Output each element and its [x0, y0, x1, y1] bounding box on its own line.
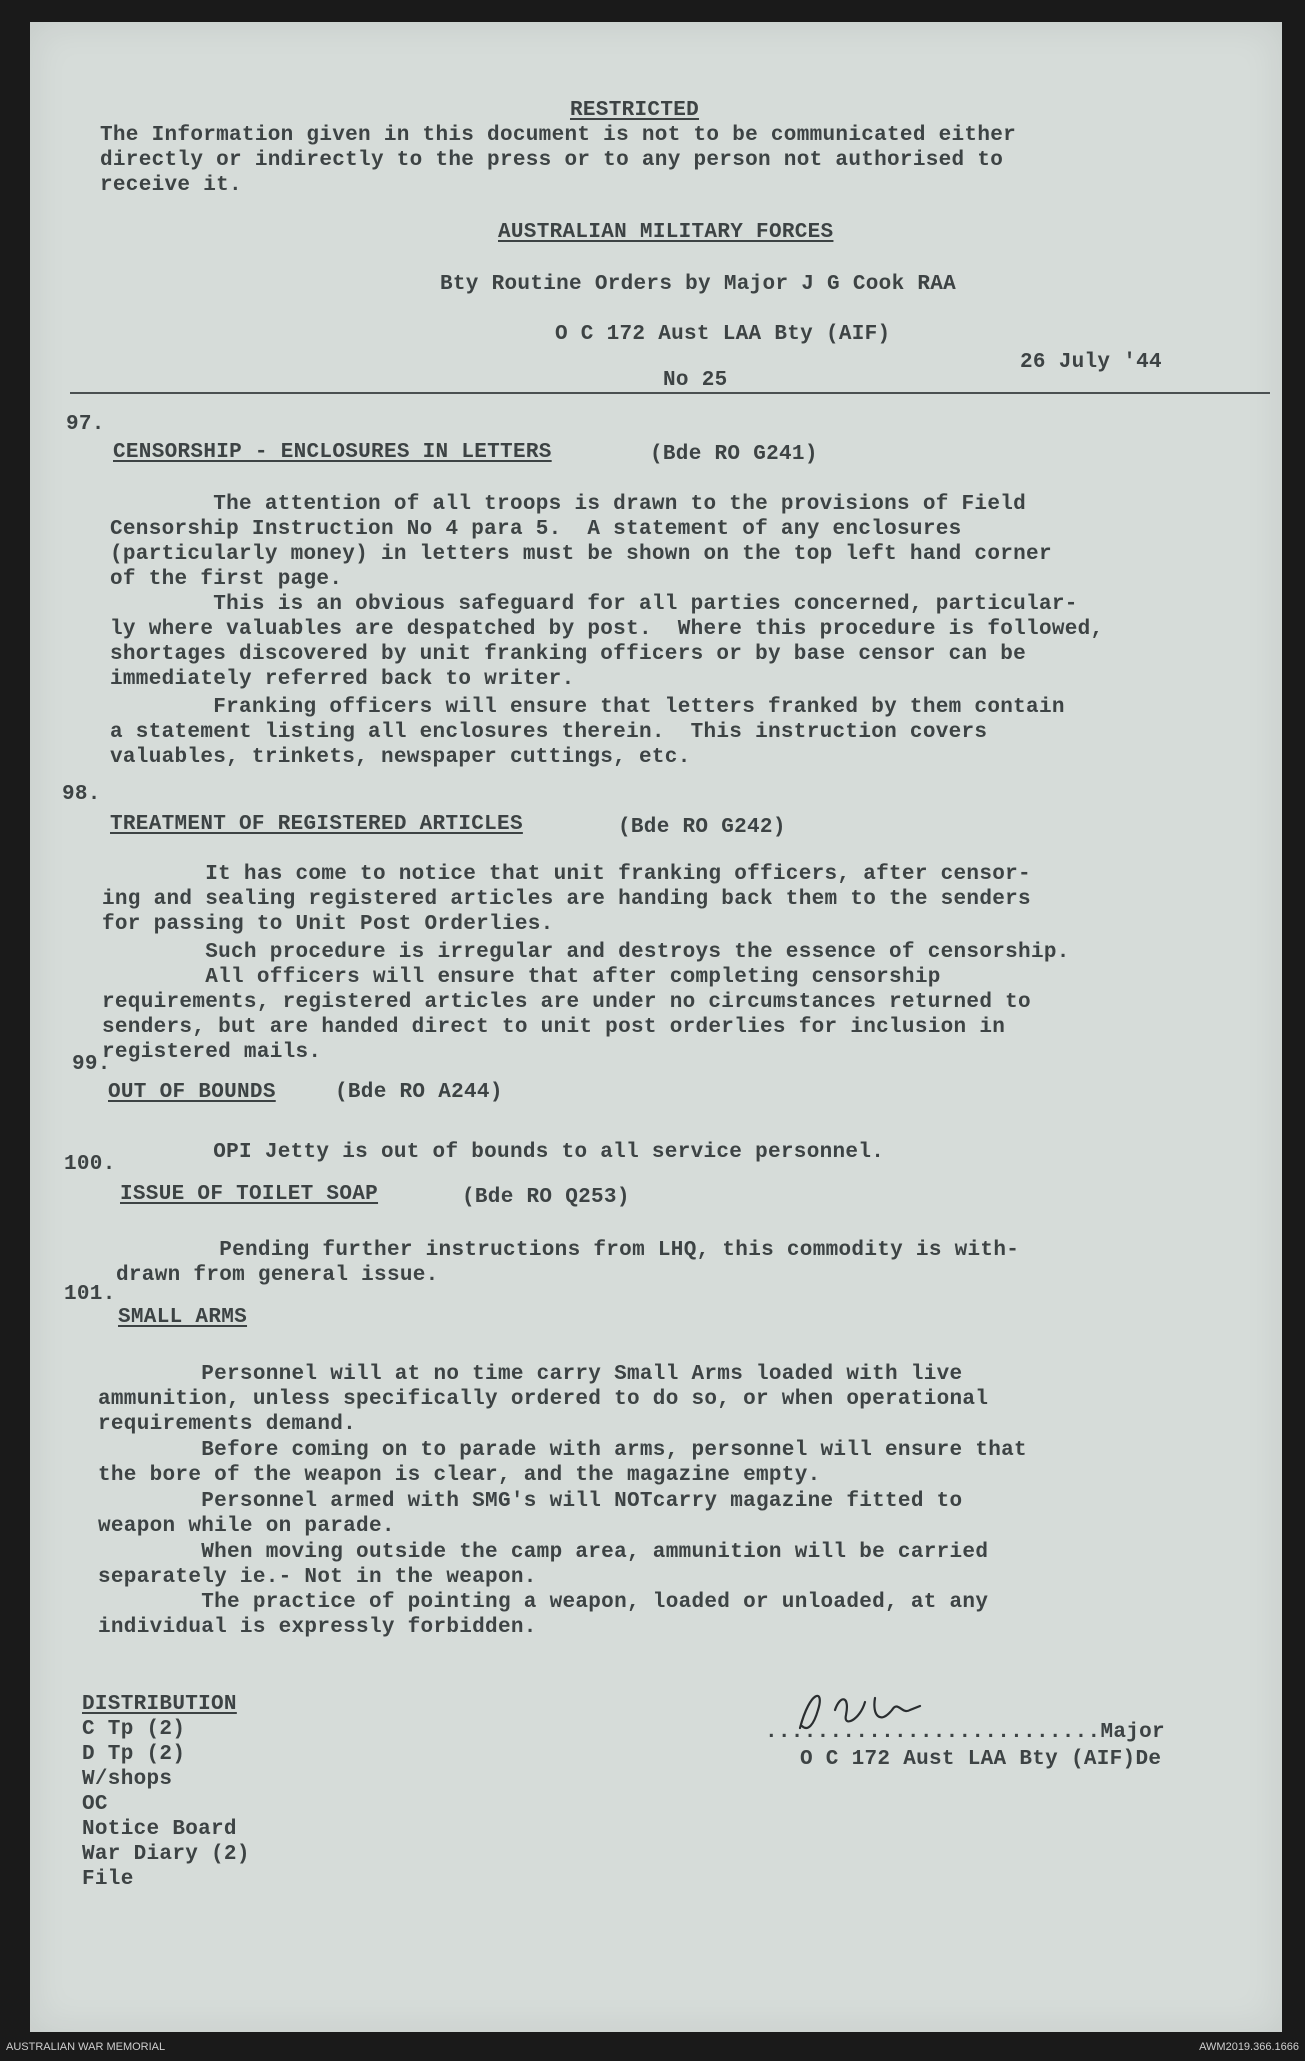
distribution-item: D Tp (2)	[82, 1743, 186, 1766]
section-98-line: senders, but are handed direct to unit post orderlies for inclusion in	[102, 1016, 1006, 1039]
distribution-item: Notice Board	[82, 1818, 237, 1841]
distribution-item: W/shops	[82, 1768, 173, 1791]
section-98-line: requirements, registered articles are under no circumstances returned to	[102, 991, 1031, 1014]
section-98-line: Such procedure is irregular and destroys the essence of censorship.	[102, 941, 1070, 964]
section-100-line: drawn from general issue.	[116, 1264, 439, 1287]
section-97-line: Franking officers will ensure that letters franked by them contain	[110, 696, 1065, 719]
distribution-item: War Diary (2)	[82, 1843, 250, 1866]
order-number: No 25	[663, 369, 728, 392]
section-97-title: CENSORSHIP - ENCLOSURES IN LETTERS	[113, 441, 552, 464]
section-101-line: separately ie.- Not in the weapon.	[98, 1566, 537, 1589]
section-97-line: The attention of all troops is drawn to the provisions of Field	[110, 493, 1027, 516]
distribution-item: OC	[82, 1793, 108, 1816]
section-98-number: 98.	[62, 783, 101, 806]
notice-line-3: receive it.	[100, 174, 242, 197]
section-98-ref: (Bde RO G242)	[618, 816, 786, 839]
section-101-title: SMALL ARMS	[118, 1306, 248, 1329]
notice-line-2: directly or indirectly to the press or to any person not authorised to	[100, 149, 1004, 172]
section-101-line: Personnel armed with SMG's will NOTcarry magazine fitted to	[98, 1490, 963, 1513]
section-97-ref: (Bde RO G241)	[650, 443, 818, 466]
section-101-line: ammunition, unless specifically ordered to do so, or when operational	[98, 1388, 989, 1411]
section-99-ref: (Bde RO A244)	[335, 1081, 503, 1104]
footer-accession-number: AWM2019.366.1666	[1199, 2041, 1299, 2053]
notice-line-1: The Information given in this document is not to be communicated either	[100, 124, 1017, 147]
distribution-item: File	[82, 1868, 134, 1891]
section-100-ref: (Bde RO Q253)	[462, 1186, 630, 1209]
footer-source: AUSTRALIAN WAR MEMORIAL	[6, 2041, 166, 2053]
section-98-title: TREATMENT OF REGISTERED ARTICLES	[110, 813, 523, 836]
section-98-line: for passing to Unit Post Orderlies.	[102, 913, 554, 936]
distribution-title: DISTRIBUTION	[82, 1693, 237, 1716]
section-99-number: 99.	[72, 1053, 111, 1076]
section-97-line: a statement listing all enclosures therein. This instruction covers	[110, 721, 988, 744]
section-101-line: The practice of pointing a weapon, loaded or unloaded, at any	[98, 1591, 989, 1614]
section-100-title: ISSUE OF TOILET SOAP	[120, 1183, 379, 1206]
section-98-line: All officers will ensure that after completing censorship	[102, 966, 941, 989]
section-99-line: OPI Jetty is out of bounds to all service personnel.	[110, 1141, 885, 1164]
section-100-line: Pending further instructions from LHQ, this commodity is with-	[116, 1239, 1020, 1262]
section-98-line: ing and sealing registered articles are handing back them to the senders	[102, 888, 1031, 911]
section-97-number: 97.	[66, 413, 105, 436]
restricted-heading: RESTRICTED	[570, 99, 700, 122]
header-rule	[70, 392, 1270, 394]
section-97-line: ly where valuables are despatched by post. Where this procedure is followed,	[110, 618, 1104, 641]
section-97-line: of the first page.	[110, 568, 343, 591]
section-101-line: Personnel will at no time carry Small Arms loaded with live	[98, 1363, 963, 1386]
section-99-title: OUT OF BOUNDS	[108, 1081, 276, 1104]
section-97-line: immediately referred back to writer.	[110, 668, 575, 691]
section-97-line: valuables, trinkets, newspaper cuttings, etc.	[110, 746, 691, 769]
section-101-line: requirements demand.	[98, 1413, 357, 1436]
section-101-line: Before coming on to parade with arms, personnel will ensure that	[98, 1439, 1027, 1462]
section-97-line: This is an obvious safeguard for all parties concerned, particular-	[110, 593, 1078, 616]
section-101-line: When moving outside the camp area, ammunition will be carried	[98, 1541, 989, 1564]
section-97-line: shortages discovered by unit franking officers or by base censor can be	[110, 643, 1027, 666]
section-98-line: registered mails.	[102, 1041, 322, 1064]
section-97-line: Censorship Instruction No 4 para 5. A statement of any enclosures	[110, 518, 962, 541]
forces-heading: AUSTRALIAN MILITARY FORCES	[498, 221, 834, 244]
section-101-line: weapon while on parade.	[98, 1515, 395, 1538]
section-100-number: 100.	[64, 1153, 116, 1176]
signature-unit: O C 172 Aust LAA Bty (AIF)De	[800, 1748, 1162, 1771]
signature-line: ..........................Major	[765, 1721, 1165, 1744]
order-date: 26 July '44	[1020, 351, 1162, 374]
section-101-line: individual is expressly forbidden.	[98, 1616, 537, 1639]
section-101-number: 101.	[64, 1283, 116, 1306]
orders-by: Bty Routine Orders by Major J G Cook RAA	[440, 273, 957, 296]
distribution-item: C Tp (2)	[82, 1718, 186, 1741]
unit-name: O C 172 Aust LAA Bty (AIF)	[555, 323, 891, 346]
section-101-line: the bore of the weapon is clear, and the magazine empty.	[98, 1464, 821, 1487]
section-97-line: (particularly money) in letters must be shown on the top left hand corner	[110, 543, 1052, 566]
section-98-line: It has come to notice that unit franking officers, after censor-	[102, 863, 1031, 886]
